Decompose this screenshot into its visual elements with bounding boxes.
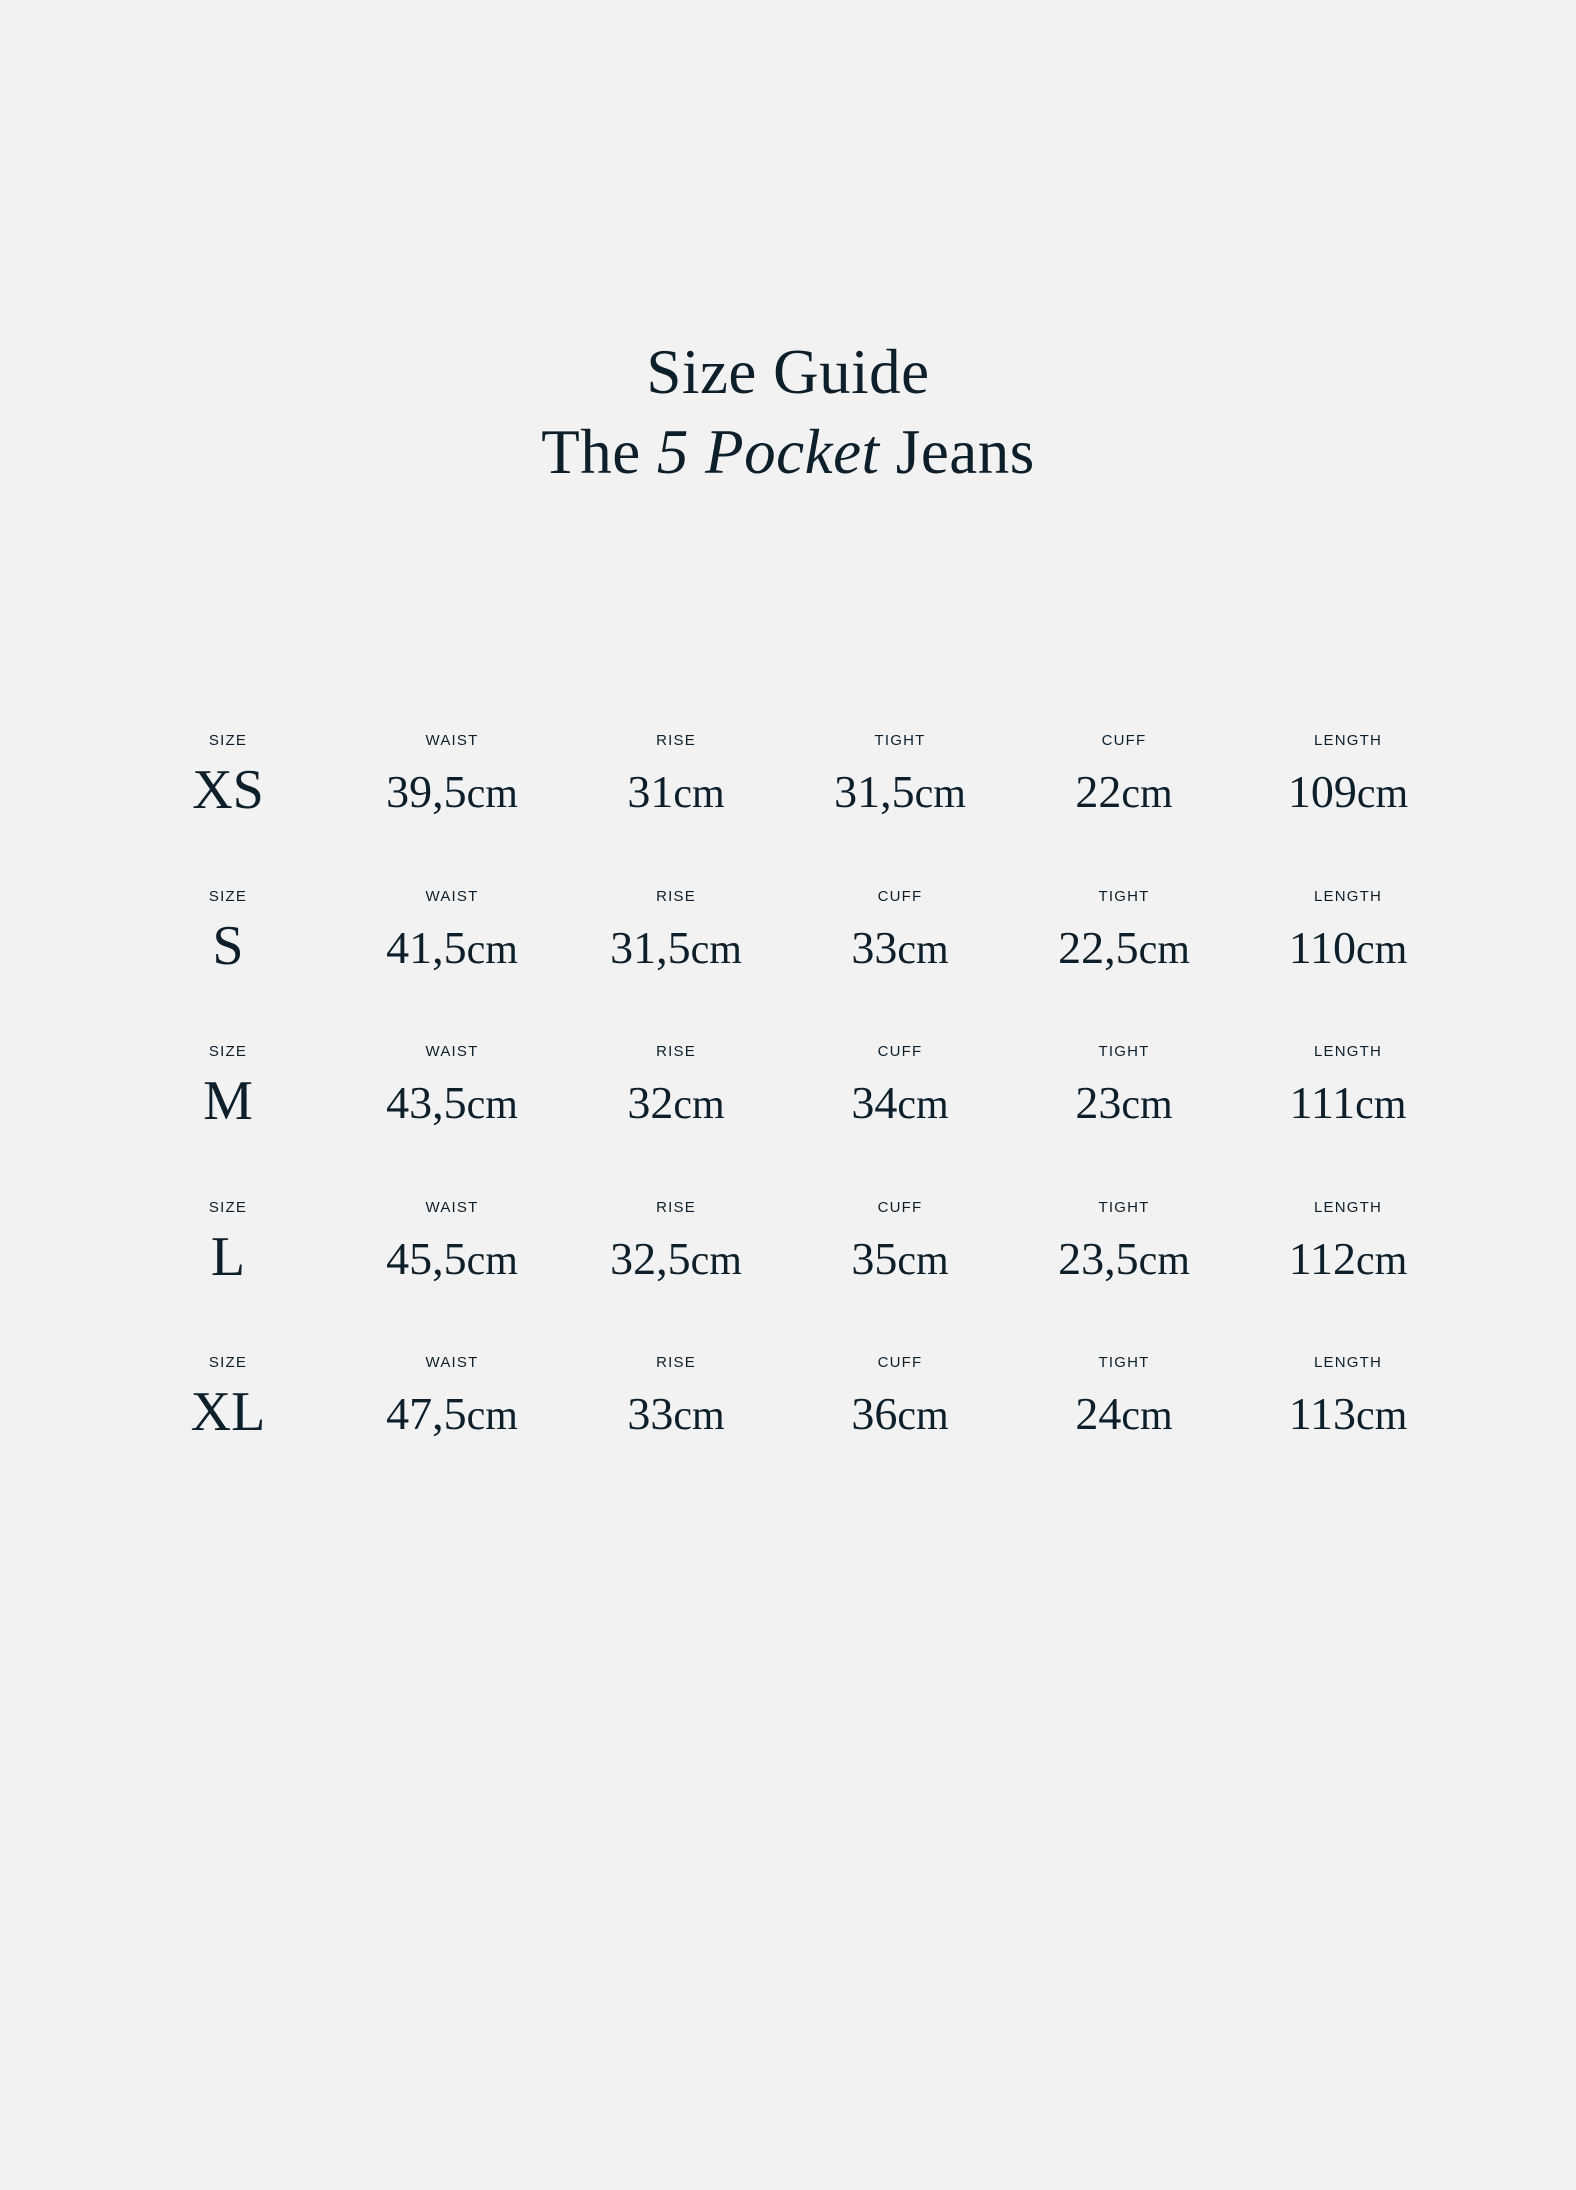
measure-cell	[340, 1193, 564, 1349]
measure-value	[1236, 918, 1460, 980]
measure-unit: cm	[466, 1393, 518, 1439]
measure-label: RISE	[656, 1354, 696, 1371]
size-row-l	[116, 1193, 1460, 1349]
measure-label: WAIST	[425, 732, 479, 749]
measure-cell	[564, 1193, 788, 1349]
measure-unit: cm	[1355, 1237, 1408, 1284]
measure-label: WAIST	[425, 1198, 479, 1216]
measure-value	[564, 762, 788, 824]
measure-unit: cm	[1355, 1393, 1408, 1439]
measure-value	[1236, 1229, 1460, 1291]
measure-value	[788, 1229, 1012, 1291]
measure-value	[564, 1073, 788, 1135]
measure-number: 110	[1288, 921, 1356, 973]
measure-number: 33	[627, 1388, 674, 1439]
measure-number: 31,5	[610, 921, 691, 973]
measure-number: 22	[1075, 766, 1122, 817]
measure-label: LENGTH	[1313, 1043, 1383, 1060]
measure-label: CUFF	[877, 887, 923, 905]
measure-cell	[788, 882, 1012, 1038]
measure-value	[788, 918, 1012, 980]
title-prefix: The	[541, 417, 641, 487]
measure-value	[1012, 762, 1236, 824]
size-label: SIZE	[208, 1354, 248, 1371]
measure-number: 35	[851, 1232, 898, 1284]
measure-unit: cm	[1356, 771, 1409, 817]
measure-label: CUFF	[877, 1198, 923, 1216]
measure-value	[1012, 1384, 1236, 1446]
measure-cell	[1236, 882, 1460, 1038]
measure-cell	[1012, 882, 1236, 1038]
measure-unit: cm	[897, 1082, 949, 1128]
measure-cell	[788, 1348, 1012, 1504]
measure-unit: cm	[897, 926, 949, 973]
size-cell	[116, 1348, 340, 1504]
measure-value	[788, 762, 1012, 824]
measure-value	[1236, 1384, 1460, 1446]
measure-cell	[788, 726, 1012, 882]
measure-value	[788, 1073, 1012, 1135]
measure-label: LENGTH	[1313, 1198, 1383, 1216]
measure-value	[564, 918, 788, 980]
measure-unit: cm	[466, 1237, 518, 1284]
title-line-1: Size Guide	[646, 337, 930, 407]
size-value: L	[210, 1225, 246, 1288]
measure-cell	[1012, 726, 1236, 882]
measure-label: TIGHT	[1098, 1198, 1150, 1216]
measure-unit: cm	[1355, 926, 1408, 973]
measure-cell	[1012, 1348, 1236, 1504]
measure-unit: cm	[1138, 1237, 1190, 1284]
size-row-xl	[116, 1348, 1460, 1504]
measure-value	[1236, 1073, 1460, 1135]
size-value: XL	[190, 1381, 266, 1443]
measure-unit: cm	[466, 771, 518, 817]
measure-number: 32	[627, 1077, 674, 1128]
size-row-s	[116, 882, 1460, 1038]
measure-number: 111	[1289, 1077, 1356, 1128]
measure-value	[788, 1384, 1012, 1446]
measure-cell	[340, 882, 564, 1038]
measure-value	[1012, 918, 1236, 980]
measure-unit: cm	[1355, 1082, 1407, 1128]
measure-cell	[564, 1037, 788, 1193]
measure-value	[340, 1384, 564, 1446]
measure-cell	[788, 1037, 1012, 1193]
measure-value	[564, 1229, 788, 1291]
measure-number: 47,5	[386, 1388, 467, 1439]
measure-label: RISE	[656, 887, 696, 905]
measure-value	[340, 1229, 564, 1291]
measure-label: WAIST	[425, 887, 479, 905]
size-cell	[116, 882, 340, 1038]
measure-label: RISE	[656, 1198, 696, 1216]
measure-cell	[1012, 1193, 1236, 1349]
size-table	[116, 726, 1460, 1504]
measure-unit: cm	[897, 1237, 949, 1284]
measure-cell	[1236, 1037, 1460, 1193]
measure-value	[340, 918, 564, 980]
measure-unit: cm	[673, 771, 725, 817]
measure-value	[1012, 1229, 1236, 1291]
size-label: SIZE	[208, 1043, 248, 1060]
measure-label: WAIST	[425, 1354, 479, 1371]
measure-label: WAIST	[425, 1043, 479, 1060]
size-value: M	[203, 1070, 253, 1132]
measure-label: RISE	[656, 732, 696, 749]
size-cell	[116, 1037, 340, 1193]
measure-label: TIGHT	[874, 732, 926, 749]
size-label: SIZE	[208, 887, 248, 905]
measure-number: 31	[627, 766, 674, 817]
measure-unit: cm	[1121, 1082, 1173, 1128]
measure-label: CUFF	[877, 1043, 923, 1060]
measure-cell	[1236, 1348, 1460, 1504]
title-line-2	[0, 412, 1576, 492]
measure-number: 39,5	[386, 766, 467, 817]
measure-value	[1012, 1073, 1236, 1135]
measure-number: 34	[851, 1077, 898, 1128]
measure-number: 23	[1075, 1077, 1122, 1128]
measure-cell	[1236, 1193, 1460, 1349]
measure-unit: cm	[466, 926, 518, 973]
measure-unit: cm	[914, 771, 966, 817]
size-value: S	[212, 914, 244, 977]
title-suffix: Jeans	[895, 417, 1035, 487]
measure-label: TIGHT	[1098, 1043, 1150, 1060]
measure-cell	[340, 1348, 564, 1504]
size-row-m	[116, 1037, 1460, 1193]
measure-label: CUFF	[877, 1354, 923, 1371]
measure-label: TIGHT	[1098, 887, 1150, 905]
size-cell	[116, 1193, 340, 1349]
measure-label: LENGTH	[1313, 887, 1383, 905]
measure-number: 41,5	[386, 921, 467, 973]
measure-value	[340, 762, 564, 824]
measure-unit: cm	[1138, 926, 1190, 973]
measure-number: 36	[851, 1388, 898, 1439]
measure-number: 113	[1288, 1388, 1356, 1439]
measure-unit: cm	[690, 1237, 742, 1284]
measure-number: 32,5	[610, 1232, 691, 1284]
measure-value	[564, 1384, 788, 1446]
measure-number: 22,5	[1058, 921, 1139, 973]
size-row-xs	[116, 726, 1460, 882]
measure-cell	[564, 882, 788, 1038]
measure-value	[1236, 762, 1460, 824]
size-value: XS	[192, 759, 264, 821]
size-label: SIZE	[208, 1198, 248, 1216]
measure-unit: cm	[690, 926, 742, 973]
measure-number: 109	[1287, 766, 1357, 817]
measure-cell	[1012, 1037, 1236, 1193]
page-title	[0, 332, 1576, 492]
measure-cell	[564, 1348, 788, 1504]
measure-unit: cm	[673, 1082, 725, 1128]
title-italic: 5 Pocket	[656, 417, 880, 487]
measure-cell	[788, 1193, 1012, 1349]
measure-cell	[564, 726, 788, 882]
measure-number: 45,5	[386, 1232, 467, 1284]
measure-value	[340, 1073, 564, 1135]
measure-number: 31,5	[834, 766, 915, 817]
measure-number: 23,5	[1058, 1232, 1139, 1284]
size-label: SIZE	[208, 732, 248, 749]
measure-label: LENGTH	[1313, 732, 1383, 749]
measure-label: RISE	[656, 1043, 696, 1060]
measure-unit: cm	[897, 1393, 949, 1439]
size-cell	[116, 726, 340, 882]
measure-number: 24	[1075, 1388, 1122, 1439]
measure-label: TIGHT	[1098, 1354, 1150, 1371]
measure-cell	[340, 726, 564, 882]
measure-unit: cm	[673, 1393, 725, 1439]
measure-cell	[1236, 726, 1460, 882]
measure-cell	[340, 1037, 564, 1193]
measure-number: 43,5	[386, 1077, 467, 1128]
measure-unit: cm	[466, 1082, 518, 1128]
measure-unit: cm	[1121, 771, 1173, 817]
measure-number: 112	[1288, 1232, 1356, 1284]
measure-label: LENGTH	[1313, 1354, 1383, 1371]
measure-unit: cm	[1121, 1393, 1173, 1439]
measure-number: 33	[851, 921, 898, 973]
measure-label: CUFF	[1101, 732, 1147, 749]
